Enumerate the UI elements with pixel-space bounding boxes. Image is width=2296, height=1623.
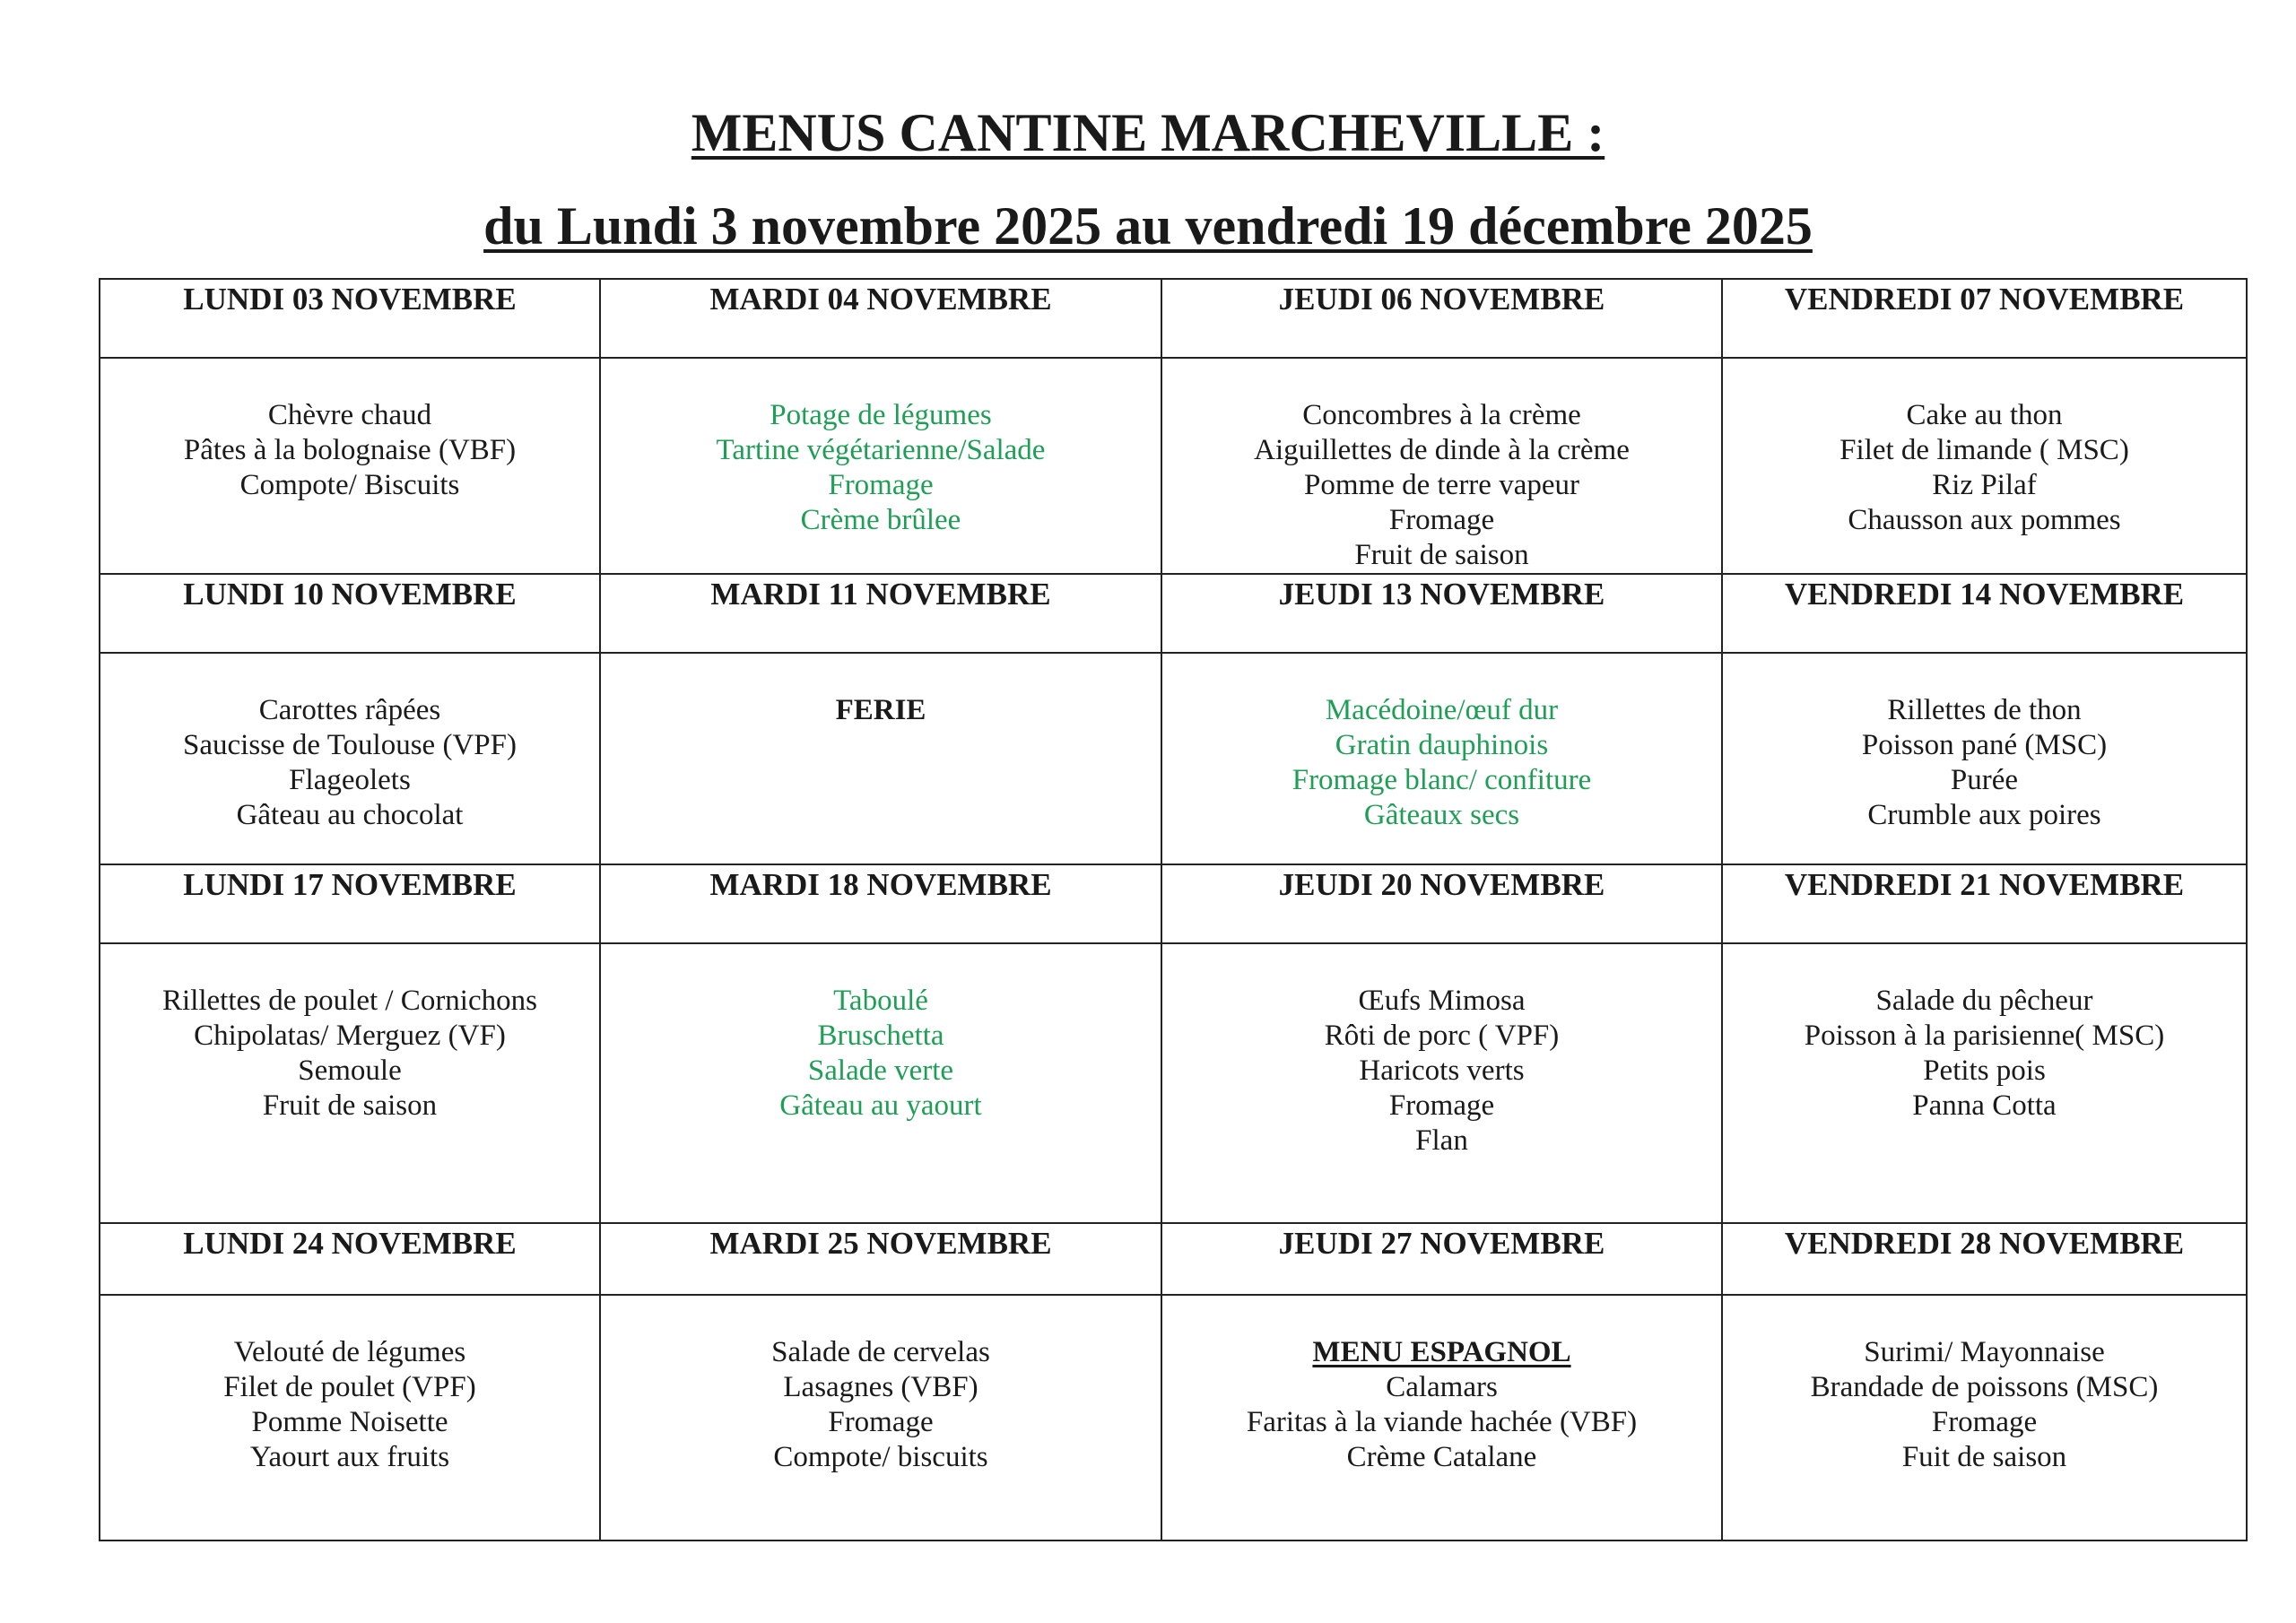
meal-item: Faritas à la viande hachée (VBF): [1246, 1406, 1638, 1438]
meal-row: [100, 1295, 2247, 1541]
meal-row: [100, 653, 2247, 864]
meal-item: Rillettes de poulet / Cornichons: [162, 985, 537, 1017]
meal-item: Salade du pêcheur: [1875, 985, 2093, 1017]
meal-item: Flan: [1415, 1124, 1468, 1157]
meal-cell: [100, 653, 600, 864]
meal-item: Velouté de légumes: [233, 1336, 466, 1368]
meal-item: Poisson à la parisienne( MSC): [1804, 1020, 2165, 1052]
meal-item: Compote/ biscuits: [773, 1441, 988, 1473]
meal-items: [601, 1296, 1161, 1475]
meal-item: Crème brûlee: [800, 504, 961, 536]
day-label: JEUDI 06 NOVEMBRE: [1161, 279, 1722, 358]
meal-cell: [1722, 1295, 2247, 1541]
day-label: MARDI 25 NOVEMBRE: [600, 1223, 1161, 1295]
day-label: LUNDI 17 NOVEMBRE: [100, 864, 600, 943]
day-label: MARDI 04 NOVEMBRE: [600, 279, 1161, 358]
meal-cell: [600, 943, 1161, 1223]
meal-item: Petits pois: [1923, 1055, 2046, 1087]
meal-item: Calamars: [1386, 1371, 1498, 1403]
meal-row: [100, 943, 2247, 1223]
meal-items: [100, 944, 599, 1124]
day-label: MARDI 18 NOVEMBRE: [600, 864, 1161, 943]
meal-item: Riz Pilaf: [1932, 469, 2037, 501]
day-label: MARDI 11 NOVEMBRE: [600, 574, 1161, 653]
meal-item: Saucisse de Toulouse (VPF): [183, 729, 517, 761]
meal-item: Panna Cotta: [1912, 1089, 2057, 1122]
holiday-label: FERIE: [835, 694, 926, 726]
meal-item: Gratin dauphinois: [1335, 729, 1549, 761]
meal-item: Fuit de saison: [1901, 1441, 2067, 1473]
day-label: VENDREDI 07 NOVEMBRE: [1722, 279, 2247, 358]
day-label: JEUDI 20 NOVEMBRE: [1161, 864, 1722, 943]
meal-item: Flageolets: [289, 764, 411, 796]
meal-cell: [100, 943, 600, 1223]
meal-items: [1723, 654, 2246, 833]
meal-items: [1162, 654, 1721, 833]
day-header-row: [100, 864, 2247, 943]
day-label: JEUDI 27 NOVEMBRE: [1161, 1223, 1722, 1295]
meal-item: Compote/ Biscuits: [239, 469, 460, 501]
meal-item: Gâteau au yaourt: [779, 1089, 982, 1122]
meal-item: Macédoine/œuf dur: [1325, 694, 1559, 726]
meal-item: Gâteau au chocolat: [236, 799, 464, 831]
meal-item: Rillettes de thon: [1887, 694, 2082, 726]
meal-cell: [100, 1295, 600, 1541]
meal-item: Fromage: [1388, 504, 1495, 536]
day-header-row: [100, 1223, 2247, 1295]
meal-item: Fruit de saison: [262, 1089, 438, 1122]
meal-items: [601, 944, 1161, 1124]
menu-theme-heading: MENU ESPAGNOL: [1312, 1336, 1571, 1368]
meal-item: Œufs Mimosa: [1358, 985, 1526, 1017]
meal-cell: [600, 653, 1161, 864]
page-title: MENUS CANTINE MARCHEVILLE :: [691, 103, 1605, 162]
meal-item: Fromage: [1931, 1406, 2038, 1438]
meal-item: Purée: [1950, 764, 2019, 796]
meal-item: Salade verte: [807, 1055, 954, 1087]
meal-cell: [1161, 943, 1722, 1223]
meal-item: Taboulé: [833, 985, 928, 1017]
meal-item: Rôti de porc ( VPF): [1324, 1020, 1560, 1052]
meal-item: Fromage: [828, 469, 934, 501]
meal-items: [100, 1296, 599, 1475]
meal-items: [100, 654, 599, 833]
menu-table: [99, 278, 2248, 1541]
meal-item: Haricots verts: [1359, 1055, 1525, 1087]
meal-cell: [600, 358, 1161, 574]
meal-item: Concombres à la crème: [1302, 399, 1581, 431]
meal-item: Lasagnes (VBF): [783, 1371, 978, 1403]
meal-item: Aiguillettes de dinde à la crème: [1254, 434, 1630, 466]
meal-item: Pâtes à la bolognaise (VBF): [183, 434, 517, 466]
page-subtitle: du Lundi 3 novembre 2025 au vendredi 19 décembre 2025: [483, 196, 1813, 256]
day-label: VENDREDI 28 NOVEMBRE: [1722, 1223, 2247, 1295]
meal-item: Semoule: [298, 1055, 402, 1087]
meal-items: [1162, 944, 1721, 1159]
day-label: VENDREDI 21 NOVEMBRE: [1722, 864, 2247, 943]
day-label: JEUDI 13 NOVEMBRE: [1161, 574, 1722, 653]
day-header-row: [100, 279, 2247, 358]
meal-items: [1723, 359, 2246, 538]
meal-item: Tartine végétarienne/Salade: [716, 434, 1046, 466]
meal-items: [1723, 1296, 2246, 1475]
meal-item: Brandade de poissons (MSC): [1810, 1371, 2159, 1403]
meal-items: [601, 359, 1161, 538]
meal-cell: [1722, 943, 2247, 1223]
meal-item: Crumble aux poires: [1867, 799, 2101, 831]
meal-row: [100, 358, 2247, 574]
day-label: LUNDI 10 NOVEMBRE: [100, 574, 600, 653]
meal-item: Carottes râpées: [258, 694, 441, 726]
meal-cell: [600, 1295, 1161, 1541]
day-header-row: [100, 574, 2247, 653]
meal-cell: [1161, 653, 1722, 864]
meal-item: Filet de poulet (VPF): [223, 1371, 476, 1403]
meal-cell: [1722, 653, 2247, 864]
meal-item: Fromage: [1388, 1089, 1495, 1122]
meal-item: Crème Catalane: [1346, 1441, 1537, 1473]
meal-items: [1162, 359, 1721, 573]
meal-item: Chèvre chaud: [267, 399, 432, 431]
day-label: LUNDI 24 NOVEMBRE: [100, 1223, 600, 1295]
meal-item: Fromage blanc/ confiture: [1292, 764, 1592, 796]
meal-cell: [1722, 358, 2247, 574]
meal-items: [601, 654, 1161, 728]
meal-items: [1723, 944, 2246, 1124]
meal-item: Pomme de terre vapeur: [1304, 469, 1579, 501]
meal-item: Fruit de saison: [1354, 539, 1529, 571]
meal-cell: [1161, 358, 1722, 574]
meal-item: Cake au thon: [1906, 399, 2063, 431]
meal-item: Pomme Noisette: [251, 1406, 448, 1438]
meal-item: Chausson aux pommes: [1848, 504, 2121, 536]
meal-item: Gâteaux secs: [1363, 799, 1520, 831]
day-label: LUNDI 03 NOVEMBRE: [100, 279, 600, 358]
meal-item: Salade de cervelas: [771, 1336, 990, 1368]
meal-item: Fromage: [828, 1406, 934, 1438]
meal-item: Yaourt aux fruits: [249, 1441, 450, 1473]
meal-item: Surimi/ Mayonnaise: [1864, 1336, 2105, 1368]
meal-item: Chipolatas/ Merguez (VF): [194, 1020, 506, 1052]
meal-cell: [1161, 1295, 1722, 1541]
meal-cell: [100, 358, 600, 574]
day-label: VENDREDI 14 NOVEMBRE: [1722, 574, 2247, 653]
meal-item: Bruschetta: [817, 1020, 944, 1052]
meal-item: Filet de limande ( MSC): [1839, 434, 2129, 466]
meal-items: [100, 359, 599, 503]
meal-items: [1162, 1296, 1721, 1475]
meal-item: Poisson pané (MSC): [1861, 729, 2108, 761]
meal-item: Potage de légumes: [770, 399, 992, 431]
